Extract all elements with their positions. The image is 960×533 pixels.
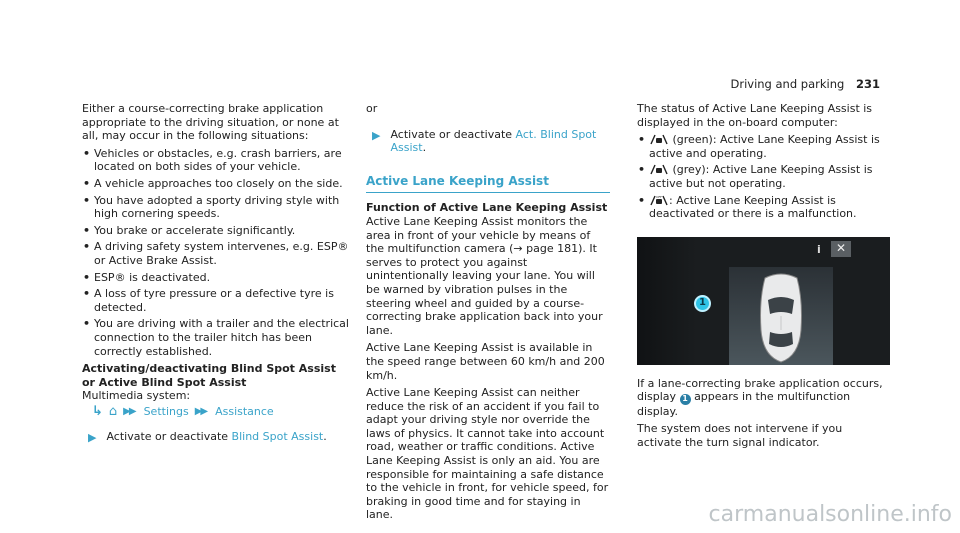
multifunction-display-image (637, 237, 890, 365)
info-icon[interactable]: i (817, 242, 821, 256)
list-item: • You have adopted a sporty driving style with high cornering speeds. (83, 193, 340, 221)
path-arrow-icon: ↳ (92, 403, 103, 419)
column-3 (637, 102, 890, 453)
function-paragraph: Active Lane Keeping Assist monitors the area in front of your vehicle by means of the multifunction camera (→ page 181). It serves to protect you against unintentionally leaving your lane. You will be warned by vibration pulses in the steering wheel and guided by a course-correcting brake application back into your lane. (366, 214, 603, 337)
list-item: • A driving safety system intervenes, e.g. ESP® or Active Brake Assist. (83, 240, 349, 267)
page-header (730, 77, 880, 91)
svg-text:OFF: OFF (656, 194, 662, 199)
list-item: • OFF : Active Lane Keeping Assist is deactivated or there is a malfunction. (638, 193, 857, 221)
situation-list (82, 147, 350, 358)
double-chevron-icon: ▶▶ (123, 405, 135, 417)
car-icon (751, 270, 811, 365)
settings-link[interactable]: Settings (143, 404, 189, 418)
list-item: • You are driving with a trailer and the electrical connection to the trailer hitch has been correctly established. (83, 317, 349, 358)
or-text: or (366, 102, 378, 115)
system-label: Multimedia system: (82, 389, 191, 403)
activation-heading: Activating/deactivating Blind Spot Assist or Active Blind Spot Assist (82, 362, 336, 389)
step-arrow-icon: ▶ (88, 431, 97, 445)
list-item: • ESP® is deactivated. (83, 270, 211, 284)
lane-keeping-off-icon (649, 195, 669, 206)
home-icon: ⌂ (108, 403, 118, 419)
speed-paragraph: Active Lane Keeping Assist is available in the speed range between 60 km/h and 200 km/h. (366, 341, 605, 382)
action-step: ▶ Activate or deactivate Blind Spot Assist. (88, 430, 327, 445)
lane-correction-marker: 1 (694, 295, 711, 312)
page-number: 231 (855, 77, 880, 91)
limits-paragraph: Active Lane Keeping Assist can neither reduce the risk of an accident if you fail to adapt your driving style nor override the laws of physics. It cannot take into account road, weather or traffic conditions. Active Lane Keeping Assist is only an aid. You are responsible for maintaining a safe distance to the vehicle in front, for vehicle speed, for braking in good time and for staying in lane. (366, 386, 609, 522)
list-item: • You brake or accelerate significantly. (83, 223, 296, 237)
turn-signal-paragraph: The system does not intervene if you activate the turn signal indicator. (637, 422, 843, 449)
watermark: carmanualsonline.info (708, 502, 952, 527)
status-list (637, 133, 890, 221)
step-arrow-icon: ▶ (372, 128, 381, 142)
menu-path (92, 405, 350, 419)
function-heading: Function of Active Lane Keeping Assist (366, 201, 608, 215)
list-item: • Vehicles or obstacles, e.g. crash barriers, are located on both sides of your vehicle. (83, 146, 342, 174)
section-title: Active Lane Keeping Assist (366, 175, 610, 194)
marker-badge: 1 (680, 394, 691, 405)
section-name: Driving and parking (730, 77, 845, 91)
lane-keeping-icon (649, 164, 669, 175)
display-paragraph: If a lane-correcting brake application occurs, display 1 appears in the multifunction display. (637, 376, 883, 418)
list-item: • A vehicle approaches too closely on the side. (83, 176, 343, 190)
blind-spot-assist-link[interactable]: Blind Spot Assist (231, 430, 324, 444)
list-item: • A loss of tyre pressure or a defective tyre is detected. (83, 287, 334, 314)
action-step: ▶ Activate or deactivate Act. Blind Spot Assist. (372, 127, 597, 155)
assistance-link[interactable]: Assistance (215, 404, 274, 418)
close-icon[interactable]: ✕ (831, 241, 851, 257)
act-blind-spot-assist-link[interactable]: Act. Blind Spot Assist (390, 127, 597, 155)
column-2 (366, 102, 610, 526)
list-item: • (green): Active Lane Keeping Assist is active and operating. (638, 133, 880, 160)
column-1 (82, 102, 350, 449)
status-intro: The status of Active Lane Keeping Assist is displayed in the on-board computer: (637, 102, 873, 129)
lane-keeping-icon (649, 134, 669, 145)
intro-paragraph: Either a course-correcting brake application appropriate to the driving situation, or none at all, may occur in the following situations: (82, 102, 339, 143)
list-item: • (grey): Active Lane Keeping Assist is active but not operating. (638, 163, 873, 190)
double-chevron-icon: ▶▶ (194, 405, 207, 417)
